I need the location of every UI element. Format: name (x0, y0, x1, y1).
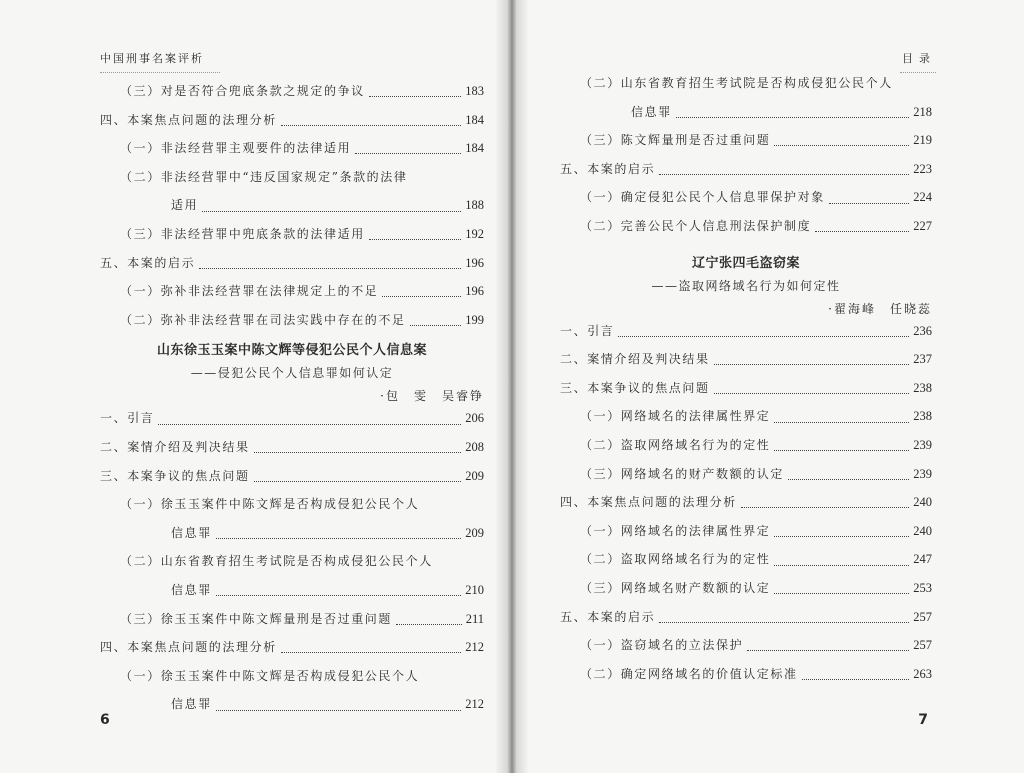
dot-leader (216, 537, 461, 539)
book-gutter (496, 0, 528, 773)
toc-entry-page: 218 (913, 104, 932, 119)
dot-leader (382, 295, 461, 297)
toc-group-1 (560, 74, 932, 246)
toc-entry-title: 三、本案争议的焦点问题 (560, 380, 710, 395)
toc-entry-page: 212 (465, 697, 484, 712)
toc-entry-title: 五、本案的启示 (560, 609, 656, 624)
toc-entry-title: （三）网络域名的财产数额的认定 (580, 466, 785, 481)
dot-leader (788, 478, 909, 480)
toc-entry-page: 257 (913, 609, 932, 624)
toc-entry-title: 一、引言 (100, 411, 155, 426)
dot-leader (774, 564, 909, 566)
dot-leader (202, 210, 461, 212)
toc-entry (100, 168, 484, 197)
toc-entry (560, 579, 932, 608)
dot-leader (659, 173, 909, 175)
left-page (0, 0, 510, 773)
toc-entry (100, 695, 484, 724)
toc-entry-page: 239 (913, 437, 932, 452)
toc-entry (560, 550, 932, 579)
toc-entry-page: 238 (913, 380, 932, 395)
case-title: 山东徐玉玉案中陈文辉等侵犯公民个人信息案 (156, 343, 427, 359)
toc-entry-page: 236 (913, 323, 932, 338)
toc-left (100, 82, 484, 724)
toc-entry-page: 263 (913, 666, 932, 681)
toc-entry-title: （一）徐玉玉案件中陈文辉是否构成侵犯公民个人 (120, 497, 420, 512)
toc-entry-page: 206 (465, 411, 484, 426)
dot-leader (676, 116, 909, 118)
dot-leader (802, 678, 910, 680)
toc-entry-title: （一）非法经营罪主观要件的法律适用 (120, 141, 352, 156)
toc-entry (100, 524, 484, 553)
dot-leader (774, 144, 909, 146)
page-number: 6 (100, 712, 110, 728)
dot-leader (281, 651, 461, 653)
toc-entry (560, 103, 932, 132)
toc-entry-title: （一）弥补非法经营罪在法律规定上的不足 (120, 284, 379, 299)
toc-entry-title: （二）山东省教育招生考试院是否构成侵犯公民个人 (580, 76, 893, 90)
running-head: 中国刑事名案评析 (100, 50, 220, 73)
toc-entry-title: （一）确定侵犯公民个人信息罪保护对象 (580, 190, 825, 205)
case-subtitle: ——盗取网络域名行为如何定性 (651, 278, 841, 293)
toc-entry-title: （二）弥补非法经营罪在司法实践中存在的不足 (120, 312, 406, 327)
dot-leader (714, 363, 910, 365)
toc-entry-title: 四、本案焦点问题的法理分析 (560, 495, 737, 510)
toc-entry-title: （二）非法经营罪中“违反国家规定”条款的法律 (120, 169, 408, 184)
toc-entry (560, 74, 932, 103)
toc-entry-title: 二、案情介绍及判决结果 (100, 439, 250, 454)
toc-entry (100, 139, 484, 168)
toc-entry (560, 493, 932, 522)
toc-group-2 (560, 322, 932, 694)
case-authors: ·包 雯 吴睿铮 (380, 389, 484, 404)
toc-entry-page: 209 (465, 525, 484, 540)
toc-entry (100, 111, 484, 140)
dot-leader (815, 230, 909, 232)
toc-entry-page: 209 (465, 468, 484, 483)
dot-leader (774, 535, 909, 537)
toc-entry (560, 131, 932, 160)
toc-entry-title: （二）盗取网络域名行为的定性 (580, 552, 771, 567)
toc-entry (100, 552, 484, 581)
case-authors: ·翟海峰 任晓蕊 (828, 301, 932, 316)
page-number: 7 (918, 712, 928, 728)
toc-entry-title: 五、本案的启示 (100, 255, 196, 270)
toc-entry-page: 208 (465, 439, 484, 454)
toc-entry-title: （三）徐玉玉案件中陈文辉量刑是否过重问题 (120, 611, 393, 626)
toc-entry-title: 五、本案的启示 (560, 161, 656, 176)
toc-entry-page: 253 (913, 580, 932, 595)
running-head: 目录 (900, 50, 936, 73)
dot-leader (741, 506, 909, 508)
toc-entry-title: 二、案情介绍及判决结果 (560, 352, 710, 367)
dot-leader (714, 392, 910, 394)
toc-entry (100, 409, 484, 438)
toc-entry (560, 188, 932, 217)
toc-entry-title: （三）对是否符合兜底条款之规定的争议 (120, 84, 365, 98)
toc-entry (560, 636, 932, 665)
toc-right (560, 74, 932, 693)
toc-entry-title: 一、引言 (560, 323, 615, 338)
toc-entry-page: 247 (913, 552, 932, 567)
toc-entry-page: 240 (913, 523, 932, 538)
toc-entry-page: 240 (913, 495, 932, 510)
dot-leader (774, 449, 909, 451)
case-title: 辽宁张四毛盗窃案 (691, 255, 800, 271)
toc-entry-page: 188 (465, 198, 484, 213)
toc-entry (100, 82, 484, 111)
dot-leader (199, 267, 461, 269)
toc-entry-title: （三）陈文辉量刑是否过重问题 (580, 133, 771, 148)
toc-entry (560, 407, 932, 436)
toc-entry-page: 196 (465, 255, 484, 270)
toc-entry-title: （二）确定网络域名的价值认定标准 (580, 666, 798, 681)
toc-entry-page: 211 (465, 611, 484, 626)
dot-leader (158, 423, 461, 425)
toc-entry-title: （一）徐玉玉案件中陈文辉是否构成侵犯公民个人 (120, 668, 420, 683)
toc-entry-page: 224 (913, 190, 932, 205)
toc-entry-page: 237 (913, 352, 932, 367)
dot-leader (396, 623, 462, 625)
toc-entry (100, 610, 484, 639)
toc-entry-title: （一）网络域名的法律属性界定 (580, 523, 771, 538)
dot-leader (774, 421, 909, 423)
toc-entry (100, 254, 484, 283)
toc-entry (560, 522, 932, 551)
toc-entry-page: 239 (913, 466, 932, 481)
dot-leader (254, 480, 462, 482)
dot-leader (281, 124, 461, 126)
toc-entry (560, 379, 932, 408)
toc-entry (100, 196, 484, 225)
toc-entry (560, 465, 932, 494)
toc-entry-title: 四、本案焦点问题的法理分析 (100, 640, 277, 655)
dot-leader (747, 649, 909, 651)
toc-entry (100, 667, 484, 696)
toc-entry-title: （一）网络域名的法律属性界定 (580, 409, 771, 424)
toc-entry-page: 223 (913, 161, 932, 176)
toc-entry-title: （二）山东省教育招生考试院是否构成侵犯公民个人 (120, 554, 433, 569)
toc-entry-page: 212 (465, 640, 484, 655)
toc-entry (560, 436, 932, 465)
dot-leader (410, 324, 462, 326)
dot-leader (254, 451, 462, 453)
toc-entry-title: （一）盗窃域名的立法保护 (580, 638, 744, 653)
dot-leader (659, 621, 909, 623)
toc-entry-page: 227 (913, 218, 932, 233)
toc-entry-title: 适用 (171, 198, 199, 213)
toc-entry-page: 238 (913, 409, 932, 424)
toc-group-2 (100, 409, 484, 724)
toc-entry-page: 196 (465, 284, 484, 299)
toc-entry (100, 467, 484, 496)
toc-entry (100, 311, 484, 340)
toc-entry (100, 638, 484, 667)
toc-entry-title: 三、本案争议的焦点问题 (100, 468, 250, 483)
toc-entry (560, 217, 932, 246)
dot-leader (369, 238, 461, 240)
toc-entry-title: （二）完善公民个人信息刑法保护制度 (580, 218, 812, 233)
dot-leader (829, 202, 909, 204)
dot-leader (774, 592, 909, 594)
toc-entry (100, 495, 484, 524)
case-subtitle: ——侵犯公民个人信息罪如何认定 (190, 366, 394, 381)
dot-leader (618, 335, 909, 337)
dot-leader (216, 709, 461, 711)
toc-entry (560, 350, 932, 379)
toc-entry (560, 160, 932, 189)
toc-entry-title: （二）盗取网络域名行为的定性 (580, 437, 771, 452)
toc-entry (560, 322, 932, 351)
toc-entry-page: 219 (913, 133, 932, 148)
toc-entry-title: 信息罪 (171, 697, 212, 712)
toc-entry-title: 信息罪 (171, 525, 212, 540)
toc-entry-page: 199 (465, 312, 484, 327)
toc-entry-title: 四、本案焦点问题的法理分析 (100, 112, 277, 127)
toc-entry (100, 438, 484, 467)
toc-entry-page: 192 (465, 226, 484, 241)
toc-entry-title: 信息罪 (171, 582, 212, 597)
toc-entry-title: 信息罪 (631, 104, 672, 119)
dot-leader (355, 152, 461, 154)
toc-entry (100, 225, 484, 254)
toc-entry (560, 608, 932, 637)
toc-entry (100, 282, 484, 311)
toc-entry-page: 257 (913, 638, 932, 653)
toc-group-1 (100, 82, 484, 339)
toc-entry-title: （三）网络域名财产数额的认定 (580, 580, 771, 595)
dot-leader (369, 95, 461, 97)
toc-entry (100, 581, 484, 610)
dot-leader (216, 594, 461, 596)
toc-entry-page: 210 (465, 582, 484, 597)
toc-entry-page: 184 (465, 141, 484, 156)
toc-entry-page: 183 (465, 84, 484, 98)
toc-entry-page: 184 (465, 112, 484, 127)
toc-entry (560, 665, 932, 694)
toc-entry-title: （三）非法经营罪中兜底条款的法律适用 (120, 226, 365, 241)
